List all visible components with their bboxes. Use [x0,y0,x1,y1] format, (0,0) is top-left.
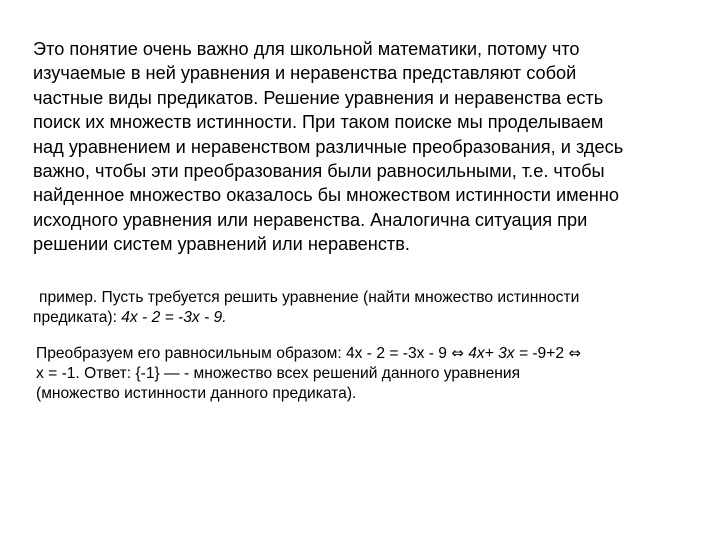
paragraph-line: важно, чтобы эти преобразования были равносильными, т.е. чтобы [33,161,605,182]
paragraph-line: изучаемые в ней уравнения и неравенства представляют собой [33,63,577,84]
example-line: пример. Пусть требуется решить уравнение (найти множество истинности [39,289,580,306]
example-prefix: предиката): [33,309,122,326]
example-block [33,288,703,328]
paragraph-line: решении систем уравнений или неравенств. [33,234,410,255]
paragraph-line: поиск их множеств истинности. При таком поиске мы проделываем [33,112,604,133]
solution-italic-part: 4x+ 3x = [463,345,533,362]
solution-block [36,343,706,404]
paragraph-line: над уравнением и неравенством различные преобразования, и здесь [33,136,624,157]
solution-line: x = -1. Ответ: {-1} — - множество всех решений данного уравнения [36,365,521,382]
example-line [33,308,703,328]
solution-prefix: Преобразуем его равносильным образом: 4x - 2 = -3x - 9 [36,345,452,362]
paragraph-line: исходного уравнения или неравенства. Аналогична ситуация при [33,209,588,230]
main-paragraph [33,37,693,257]
solution-line [36,343,706,364]
example-equation: 4x - 2 = -3x - 9. [121,309,227,326]
paragraph-line: частные виды предикатов. Решение уравнения и неравенства есть [33,87,604,108]
paragraph-line: Это понятие очень важно для школьной математики, потому что [33,39,580,59]
solution-line: (множество истинности данного предиката). [36,385,357,402]
equivalence-symbol: ⇔ [451,344,464,362]
solution-suffix: -9+2 [532,345,569,362]
equivalence-symbol: ⇔ [568,344,581,362]
paragraph-line: найденное множество оказалось бы множеством истинности именно [33,185,619,206]
